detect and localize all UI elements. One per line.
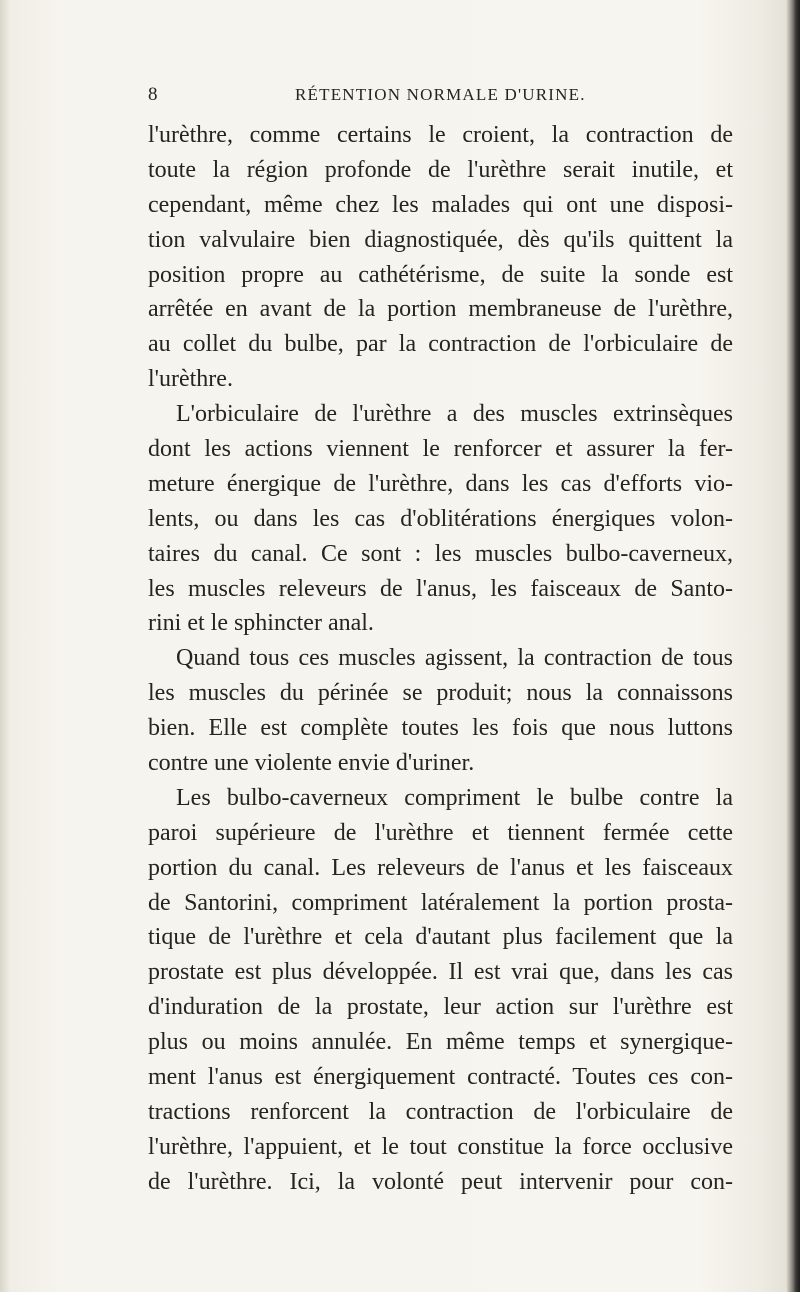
text-line: prostate est plus développée. Il est vrai que, dans les cas bbox=[148, 959, 733, 986]
text-line: Les bulbo-caverneux compriment le bulbe contre la bbox=[176, 784, 733, 811]
text-line: meture énergique de l'urèthre, dans les cas d'efforts vio- bbox=[148, 470, 733, 497]
text-line: plus ou moins annulée. En même temps et synergique- bbox=[148, 1029, 733, 1056]
running-head-title: RÉTENTION NORMALE D'URINE. bbox=[295, 85, 586, 104]
page-left-edge bbox=[0, 0, 10, 1292]
text-line: rini et le sphincter anal. bbox=[148, 610, 374, 637]
text-line: ment l'anus est énergiquement contracté. Toutes ces con- bbox=[148, 1064, 733, 1091]
text-line: dont les actions viennent le renforcer et assurer la fer- bbox=[148, 436, 733, 463]
text-line: l'urèthre, l'appuient, et le tout constitue la force occlusive bbox=[148, 1133, 733, 1160]
text-line: bien. Elle est complète toutes les fois que nous luttons bbox=[148, 715, 733, 742]
text-line: l'urèthre, comme certains le croient, la contraction de bbox=[148, 122, 733, 148]
text-line: paroi supérieure de l'urèthre et tiennent fermée cette bbox=[148, 819, 733, 846]
text-line: cependant, même chez les malades qui ont une disposi- bbox=[148, 191, 733, 218]
text-line: arrêtée en avant de la portion membraneuse de l'urèthre, bbox=[148, 296, 733, 323]
text-line: au collet du bulbe, par la contraction de l'orbiculaire de bbox=[148, 331, 733, 358]
text-line: tion valvulaire bien diagnostiquée, dès qu'ils quittent la bbox=[148, 226, 733, 253]
body-text bbox=[148, 118, 733, 1200]
text-line: Quand tous ces muscles agissent, la contraction de tous bbox=[176, 645, 733, 672]
text-line: contre une violente envie d'uriner. bbox=[148, 750, 475, 777]
page-number: 8 bbox=[148, 84, 158, 105]
text-line: d'induration de la prostate, leur action sur l'urèthre est bbox=[148, 994, 733, 1021]
text-line: de Santorini, compriment latéralement la portion prosta- bbox=[148, 889, 733, 916]
text-line: tractions renforcent la contraction de l'orbiculaire de bbox=[148, 1098, 733, 1125]
text-line: les muscles du périnée se produit; nous la connaissons bbox=[148, 680, 733, 707]
text-line: de l'urèthre. Ici, la volonté peut intervenir pour con- bbox=[148, 1168, 733, 1195]
text-line: l'urèthre. bbox=[148, 366, 233, 393]
text-line: les muscles releveurs de l'anus, les faisceaux de Santo- bbox=[148, 575, 733, 602]
page-binding-edge bbox=[786, 0, 800, 1292]
text-line: taires du canal. Ce sont : les muscles bulbo-caverneux, bbox=[148, 540, 733, 567]
running-head bbox=[148, 84, 728, 114]
text-line: lents, ou dans les cas d'oblitérations énergiques volon- bbox=[148, 505, 733, 532]
text-line: tique de l'urèthre et cela d'autant plus facilement que la bbox=[148, 924, 733, 951]
text-line: toute la région profonde de l'urèthre serait inutile, et bbox=[148, 156, 733, 183]
text-line: position propre au cathétérisme, de suite la sonde est bbox=[148, 261, 733, 288]
text-line: portion du canal. Les releveurs de l'anus et les faisceaux bbox=[148, 854, 733, 881]
text-line: L'orbiculaire de l'urèthre a des muscles extrinsèques bbox=[176, 401, 733, 428]
